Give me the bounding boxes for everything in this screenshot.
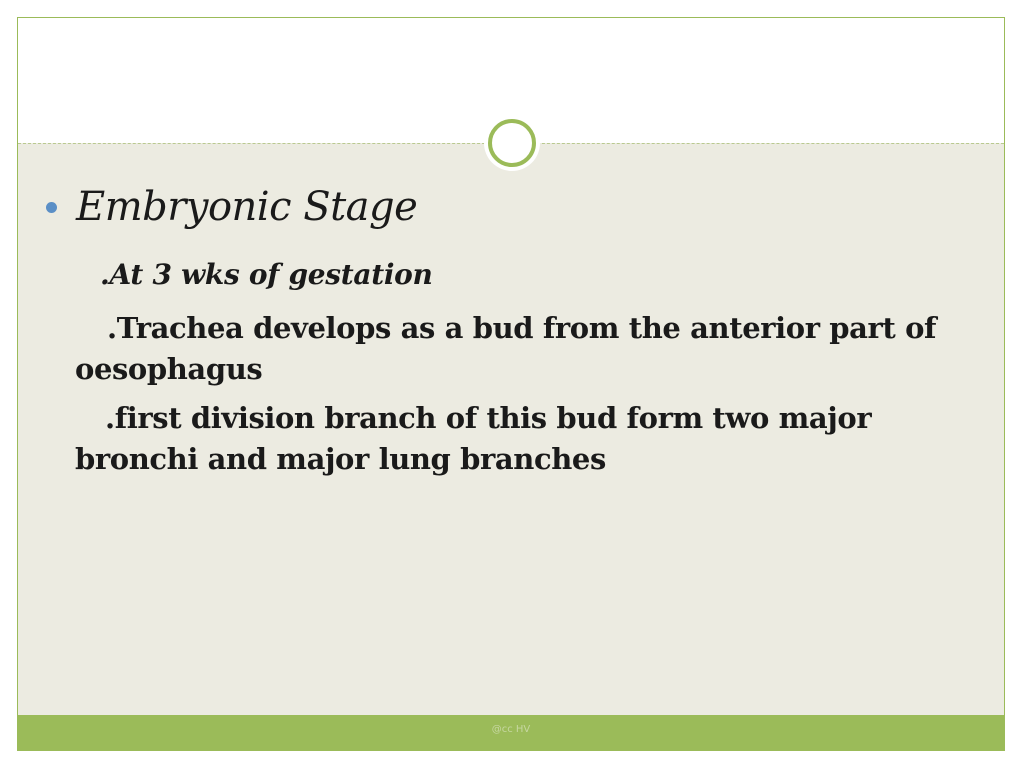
body-paragraph: .first division branch of this bud form two major bronchi and major lung branches [75,401,872,476]
slide [17,17,1005,751]
divider-ring-icon [488,119,536,167]
slide-subheading: .At 3 wks of gestation [100,258,433,291]
bullet-dot-icon [46,202,57,213]
footer-text: @cc HV [491,724,531,735]
slide-heading: Embryonic Stage [76,184,418,230]
slide-footer-band [18,715,1004,750]
body-paragraph: .Trachea develops as a bud from the anterior part of oesophagus [75,311,937,386]
